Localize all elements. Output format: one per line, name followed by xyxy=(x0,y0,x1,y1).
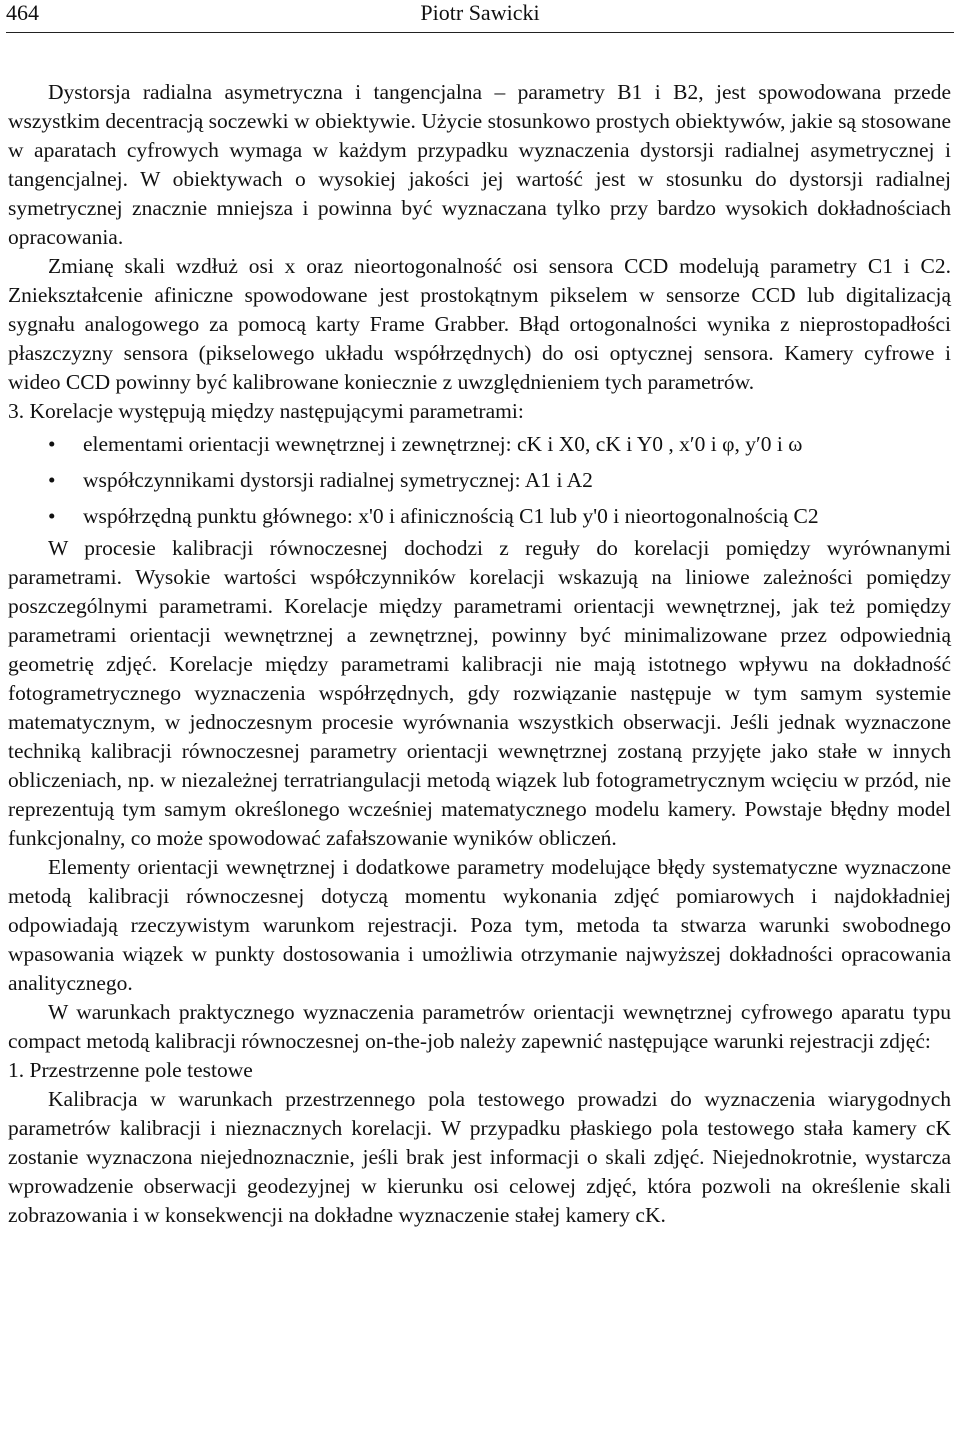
numbered-item: 1. Przestrzenne pole testowe xyxy=(8,1058,253,1082)
list-item xyxy=(8,462,951,498)
bullet-icon: • xyxy=(48,468,56,492)
list-item xyxy=(8,426,951,462)
page-header xyxy=(6,0,954,33)
bullet-list xyxy=(8,426,951,534)
paragraph: W warunkach praktycznego wyznaczenia parametrów orientacji wewnętrznej cyfrowego aparatu typu compact metodą kalibracji równoczesnej on-the-job należy zapewnić następujące warunki rejestracji zdjęć: xyxy=(8,1000,951,1053)
bullet-icon: • xyxy=(48,504,56,528)
list-item-text: elementami orientacji wewnętrznej i zewnętrznej: cK i X0, cK i Y0 , x′0 i φ, y′0 i ω xyxy=(83,432,803,456)
paragraph: Dystorsja radialna asymetryczna i tangencjalna – parametry B1 i B2, jest spowodowana przede wszystkim decentracją soczewki w obiektywie. Użycie stosunkowo prostych obiektywów, jakie są stosowane w aparatach cyfrowych wymaga w każdym przypadku wyznaczenia dystorsji radialnej asymetrycznej i tangencjalnej. W obiektywach o wysokiej jakości jej wartość jest w stosunku do dystorsji radialnej symetrycznej znacznie mniejsza i powinna być wyznaczana tylko przy bardzo wysokich dokładnościach opracowania. xyxy=(8,80,951,249)
paragraph: W procesie kalibracji równoczesnej dochodzi z reguły do korelacji pomiędzy wyrównanymi parametrami. Wysokie wartości współczynników korelacji wskazują na liniowe zależności pomiędzy poszczególnymi parametrami. Korelacje między parametrami orientacji wewnętrznej, jak też pomiędzy parametrami orientacji wewnętrznej a zewnętrznej, powinny być minimalizowane przez odpowiednią geometrię zdjęć. Korelacje między parametrami kalibracji nie mają istotnego wpływu na dokładność fotogrametrycznego wyznaczenia współrzędnych, gdy rozwiązanie następuje w tym samym systemie matematycznym, w jednoczesnym procesie wyrównania wszystkich obserwacji. Jeśli jednak wyznaczone techniką kalibracji równoczesnej parametry orientacji wewnętrznej zostaną przyjęte jako stałe w innych obliczeniach, np. w niezależnej terratriangulacji metodą wiązek lub fotogrametrycznym wcięciu w przód, nie reprezentują tym samym określonego wcześniej matematycznego modelu kamery. Powstaje błędny model funkcjonalny, co może spowodować zafałszowanie wyników obliczeń. xyxy=(8,536,951,850)
numbered-heading: 3. Korelacje występują między następującymi parametrami: xyxy=(8,399,524,423)
list-item-text: współrzędną punktu głównego: x'0 i afinicznością C1 lub y'0 i nieortogonalnością C2 xyxy=(83,504,819,528)
paragraph: Zmianę skali wzdłuż osi x oraz nieortogonalność osi sensora CCD modelują parametry C1 i C2. Zniekształcenie afiniczne spowodowane jest prostokątnym pikselem w sensorze CCD lub digitalizacją sygnału analogowego za pomocą karty Frame Grabber. Błąd ortogonalności wynika z nieprostopadłości płaszczyzny sensora (pikselowego układu współrzędnych) do osi optycznej sensora. Kamery cyfrowe i wideo CCD powinny być kalibrowane koniecznie z uwzględnieniem tych parametrów. xyxy=(8,254,951,394)
list-item xyxy=(8,498,951,534)
page-number: 464 xyxy=(6,0,39,25)
list-item-text: współczynnikami dystorsji radialnej symetrycznej: A1 i A2 xyxy=(83,468,593,492)
paragraph: Elementy orientacji wewnętrznej i dodatkowe parametry modelujące błędy systematyczne wyznaczone metodą kalibracji równoczesnej dotyczą momentu wykonania zdjęć pomiarowych i najdokładniej odpowiadają rzeczywistym warunkom rejestracji. Poza tym, metoda ta stwarza warunki swobodnego wpasowania wiązek w punkty dostosowania i umożliwia otrzymanie najwyższej dokładności opracowania analitycznego. xyxy=(8,855,951,995)
running-head-author: Piotr Sawicki xyxy=(420,0,540,25)
bullet-icon: • xyxy=(48,432,56,456)
body-text xyxy=(8,78,951,1230)
paragraph: Kalibracja w warunkach przestrzennego pola testowego prowadzi do wyznaczenia wiarygodnych parametrów kalibracji i nieznacznych korelacji. W przypadku płaskiego pola testowego stała kamery cK zostanie wyznaczona niejednoznacznie, jeśli brak jest informacji o skali zdjęć. Niejednokrotnie, wystarcza wprowadzenie obserwacji geodezyjnej w kierunku osi celowej zdjęć, która pozwoli na określenie skali zobrazowania i w konsekwencji na dokładne wyznaczenie stałej kamery cK. xyxy=(8,1087,951,1227)
